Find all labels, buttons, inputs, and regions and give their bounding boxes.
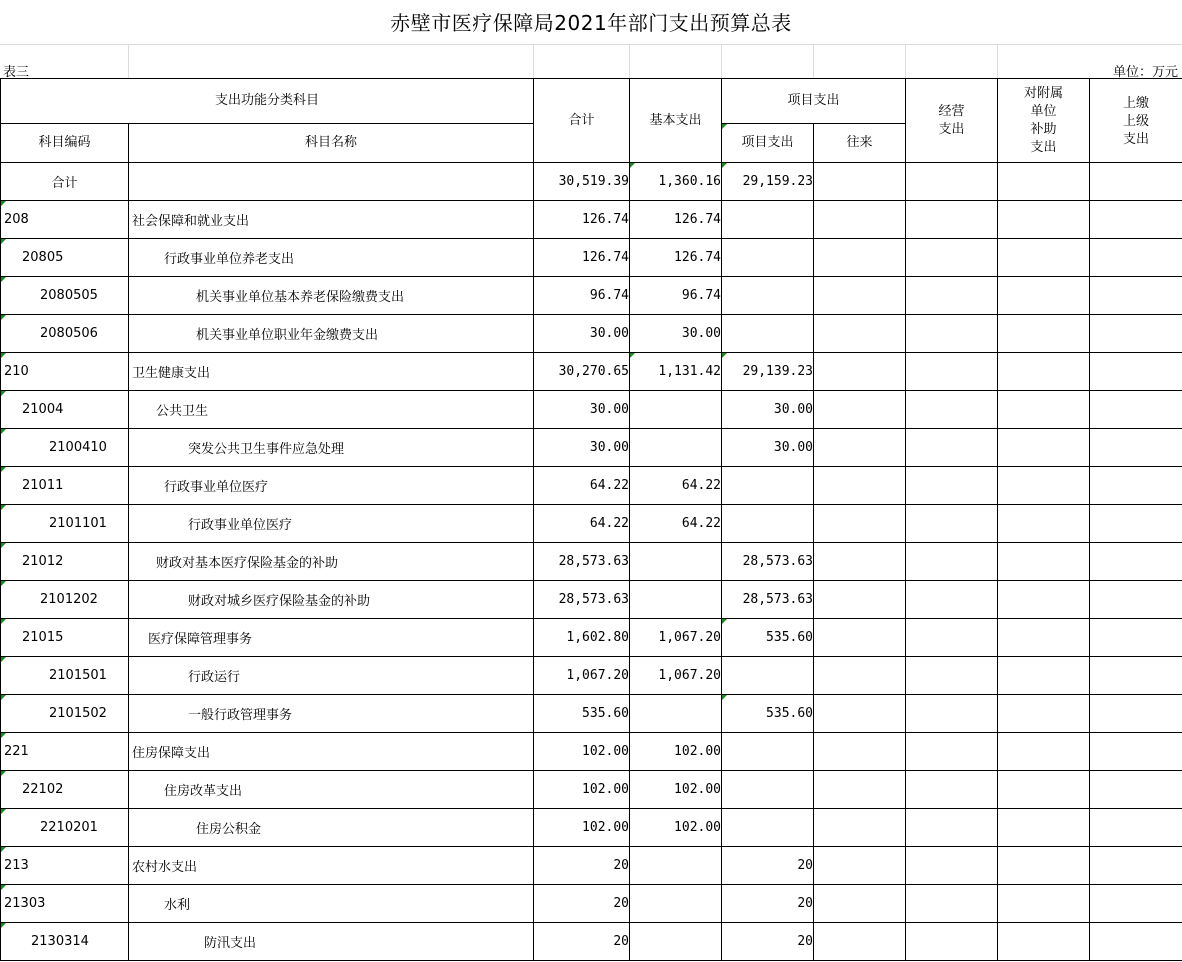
unit-label: 单位：万元 — [1112, 65, 1178, 80]
row-basic: 64.22 — [630, 467, 722, 505]
table-row — [1, 277, 1182, 315]
row-upper — [1090, 809, 1182, 847]
header-total: 合计 — [534, 79, 630, 163]
row-transfer — [814, 505, 906, 543]
row-business — [906, 353, 998, 391]
row-name: 住房公积金 — [129, 809, 534, 847]
row-subsidy — [998, 353, 1090, 391]
row-project: 20 — [722, 885, 814, 923]
table-row — [1, 657, 1182, 695]
row-code: 2130314 — [1, 923, 129, 961]
row-basic — [630, 923, 722, 961]
row-total: 64.22 — [534, 505, 630, 543]
row-basic: 126.74 — [630, 201, 722, 239]
row-code: 2080505 — [1, 277, 129, 315]
row-name: 行政运行 — [129, 657, 534, 695]
row-business — [906, 201, 998, 239]
row-business — [906, 847, 998, 885]
table-row — [1, 885, 1182, 923]
row-project: 29,139.23 — [722, 353, 814, 391]
table-number: 表三 — [3, 65, 30, 80]
table-row — [1, 733, 1182, 771]
grid-line — [721, 44, 722, 78]
row-transfer — [814, 467, 906, 505]
row-name: 突发公共卫生事件应急处理 — [129, 429, 534, 467]
table-row — [1, 771, 1182, 809]
row-subsidy — [998, 657, 1090, 695]
row-basic: 126.74 — [630, 239, 722, 277]
header-upper: 上缴 上级 支出 — [1090, 79, 1182, 163]
row-upper — [1090, 467, 1182, 505]
row-subsidy — [998, 809, 1090, 847]
row-code: 21004 — [1, 391, 129, 429]
row-name: 行政事业单位医疗 — [129, 467, 534, 505]
row-total: 1,067.20 — [534, 657, 630, 695]
row-subsidy — [998, 695, 1090, 733]
row-transfer — [814, 277, 906, 315]
row-total: 30.00 — [534, 315, 630, 353]
row-project: 30.00 — [722, 429, 814, 467]
row-transfer — [814, 657, 906, 695]
table-row — [1, 695, 1182, 733]
header-basic: 基本支出 — [630, 79, 722, 163]
row-business — [906, 695, 998, 733]
row-code: 20805 — [1, 239, 129, 277]
row-business — [906, 771, 998, 809]
table-row — [1, 429, 1182, 467]
row-project: 535.60 — [722, 619, 814, 657]
row-business — [906, 581, 998, 619]
row-basic: 1,131.42 — [630, 353, 722, 391]
row-total: 102.00 — [534, 809, 630, 847]
row-total: 64.22 — [534, 467, 630, 505]
row-code: 2101502 — [1, 695, 129, 733]
row-project: 28,573.63 — [722, 581, 814, 619]
row-total: 30.00 — [534, 391, 630, 429]
row-business — [906, 163, 998, 201]
row-transfer — [814, 163, 906, 201]
row-upper — [1090, 885, 1182, 923]
table-row — [1, 353, 1182, 391]
row-subsidy — [998, 733, 1090, 771]
row-upper — [1090, 391, 1182, 429]
row-name: 行政事业单位医疗 — [129, 505, 534, 543]
table-row — [1, 923, 1182, 961]
row-transfer — [814, 543, 906, 581]
row-business — [906, 429, 998, 467]
row-name: 公共卫生 — [129, 391, 534, 429]
row-business — [906, 619, 998, 657]
row-code: 2101202 — [1, 581, 129, 619]
row-transfer — [814, 201, 906, 239]
row-transfer — [814, 847, 906, 885]
row-business — [906, 657, 998, 695]
row-code: 2101101 — [1, 505, 129, 543]
row-upper — [1090, 619, 1182, 657]
row-basic: 102.00 — [630, 809, 722, 847]
row-total: 28,573.63 — [534, 581, 630, 619]
row-code: 2210201 — [1, 809, 129, 847]
row-total: 20 — [534, 847, 630, 885]
row-name: 社会保障和就业支出 — [129, 201, 534, 239]
row-transfer — [814, 315, 906, 353]
row-total: 30,270.65 — [534, 353, 630, 391]
header-business: 经营 支出 — [906, 79, 998, 163]
row-total: 535.60 — [534, 695, 630, 733]
row-business — [906, 809, 998, 847]
row-basic — [630, 391, 722, 429]
row-upper — [1090, 543, 1182, 581]
row-total: 30.00 — [534, 429, 630, 467]
table-row — [1, 467, 1182, 505]
row-basic: 102.00 — [630, 771, 722, 809]
page-title: 赤壁市医疗保障局2021年部门支出预算总表 — [390, 11, 792, 35]
row-subsidy — [998, 771, 1090, 809]
row-name: 机关事业单位基本养老保险缴费支出 — [129, 277, 534, 315]
row-total: 30,519.39 — [534, 163, 630, 201]
row-business — [906, 277, 998, 315]
row-basic: 96.74 — [630, 277, 722, 315]
header-transfer: 往来 — [814, 124, 906, 163]
row-basic: 1,067.20 — [630, 619, 722, 657]
row-code: 2080506 — [1, 315, 129, 353]
row-upper — [1090, 771, 1182, 809]
row-business — [906, 505, 998, 543]
row-name: 住房改革支出 — [129, 771, 534, 809]
row-total: 102.00 — [534, 771, 630, 809]
row-business — [906, 885, 998, 923]
row-code: 208 — [1, 201, 129, 239]
row-basic — [630, 885, 722, 923]
row-basic: 1,360.16 — [630, 163, 722, 201]
row-business — [906, 239, 998, 277]
header-func-class: 支出功能分类科目 — [1, 79, 534, 124]
row-name: 医疗保障管理事务 — [129, 619, 534, 657]
table-row — [1, 315, 1182, 353]
row-upper — [1090, 201, 1182, 239]
row-business — [906, 467, 998, 505]
header-project: 项目支出 — [722, 124, 814, 163]
row-name: 卫生健康支出 — [129, 353, 534, 391]
row-project — [722, 657, 814, 695]
row-upper — [1090, 923, 1182, 961]
table-row — [1, 847, 1182, 885]
row-upper — [1090, 581, 1182, 619]
row-upper — [1090, 695, 1182, 733]
row-total: 126.74 — [534, 201, 630, 239]
table-row — [1, 581, 1182, 619]
row-upper — [1090, 315, 1182, 353]
row-code: 210 — [1, 353, 129, 391]
row-basic — [630, 543, 722, 581]
row-total: 20 — [534, 885, 630, 923]
table-row — [1, 163, 1182, 201]
row-project: 28,573.63 — [722, 543, 814, 581]
table-row — [1, 239, 1182, 277]
row-code: 21011 — [1, 467, 129, 505]
row-project — [722, 809, 814, 847]
row-name — [129, 163, 534, 201]
row-project: 20 — [722, 847, 814, 885]
row-transfer — [814, 695, 906, 733]
row-code: 2101501 — [1, 657, 129, 695]
row-name: 水利 — [129, 885, 534, 923]
row-project — [722, 771, 814, 809]
row-project — [722, 467, 814, 505]
row-business — [906, 733, 998, 771]
table-row — [1, 619, 1182, 657]
row-subsidy — [998, 277, 1090, 315]
row-subsidy — [998, 429, 1090, 467]
row-subsidy — [998, 315, 1090, 353]
row-upper — [1090, 163, 1182, 201]
subtitle-row — [0, 44, 1182, 78]
row-transfer — [814, 885, 906, 923]
row-upper — [1090, 277, 1182, 315]
grid-line — [128, 44, 129, 78]
row-upper — [1090, 733, 1182, 771]
row-upper — [1090, 353, 1182, 391]
table-row — [1, 543, 1182, 581]
table-row — [1, 201, 1182, 239]
row-subsidy — [998, 923, 1090, 961]
row-subsidy — [998, 391, 1090, 429]
row-project: 29,159.23 — [722, 163, 814, 201]
row-code: 22102 — [1, 771, 129, 809]
row-project — [722, 315, 814, 353]
grid-line — [997, 44, 998, 78]
row-basic — [630, 847, 722, 885]
row-name: 住房保障支出 — [129, 733, 534, 771]
row-total: 102.00 — [534, 733, 630, 771]
row-basic: 102.00 — [630, 733, 722, 771]
row-subsidy — [998, 505, 1090, 543]
row-upper — [1090, 505, 1182, 543]
table-row — [1, 809, 1182, 847]
row-basic — [630, 695, 722, 733]
row-basic: 64.22 — [630, 505, 722, 543]
row-name: 防汛支出 — [129, 923, 534, 961]
row-subsidy — [998, 201, 1090, 239]
budget-table — [0, 78, 1182, 961]
row-project — [722, 201, 814, 239]
row-subsidy — [998, 239, 1090, 277]
row-name: 行政事业单位养老支出 — [129, 239, 534, 277]
row-transfer — [814, 771, 906, 809]
row-subsidy — [998, 619, 1090, 657]
row-total: 96.74 — [534, 277, 630, 315]
row-total: 126.74 — [534, 239, 630, 277]
row-project: 30.00 — [722, 391, 814, 429]
row-subsidy — [998, 581, 1090, 619]
row-business — [906, 315, 998, 353]
grid-line — [905, 44, 906, 78]
row-total: 1,602.80 — [534, 619, 630, 657]
table-row — [1, 505, 1182, 543]
row-project: 535.60 — [722, 695, 814, 733]
grid-line — [629, 44, 630, 78]
row-name: 机关事业单位职业年金缴费支出 — [129, 315, 534, 353]
row-code: 21303 — [1, 885, 129, 923]
row-code: 213 — [1, 847, 129, 885]
header-subsidy: 对附属 单位 补助 支出 — [998, 79, 1090, 163]
row-project — [722, 277, 814, 315]
header-project-group: 项目支出 — [722, 79, 906, 124]
row-code: 2100410 — [1, 429, 129, 467]
grid-line — [813, 44, 814, 78]
row-name: 财政对城乡医疗保险基金的补助 — [129, 581, 534, 619]
row-business — [906, 923, 998, 961]
row-name: 一般行政管理事务 — [129, 695, 534, 733]
row-basic — [630, 429, 722, 467]
row-transfer — [814, 809, 906, 847]
row-business — [906, 543, 998, 581]
row-total: 20 — [534, 923, 630, 961]
row-transfer — [814, 581, 906, 619]
row-transfer — [814, 923, 906, 961]
row-project — [722, 505, 814, 543]
row-basic: 30.00 — [630, 315, 722, 353]
row-transfer — [814, 391, 906, 429]
row-total: 28,573.63 — [534, 543, 630, 581]
row-name: 财政对基本医疗保险基金的补助 — [129, 543, 534, 581]
row-subsidy — [998, 163, 1090, 201]
row-project — [722, 239, 814, 277]
row-code: 21015 — [1, 619, 129, 657]
row-subsidy — [998, 543, 1090, 581]
row-code: 合计 — [1, 163, 129, 201]
row-subsidy — [998, 847, 1090, 885]
row-subsidy — [998, 885, 1090, 923]
grid-line — [533, 44, 534, 78]
row-basic — [630, 581, 722, 619]
row-upper — [1090, 239, 1182, 277]
row-transfer — [814, 733, 906, 771]
table-row — [1, 391, 1182, 429]
row-project — [722, 733, 814, 771]
header-name: 科目名称 — [129, 124, 534, 163]
row-transfer — [814, 619, 906, 657]
row-code: 221 — [1, 733, 129, 771]
row-name: 农村水支出 — [129, 847, 534, 885]
row-basic: 1,067.20 — [630, 657, 722, 695]
row-business — [906, 391, 998, 429]
row-transfer — [814, 429, 906, 467]
row-transfer — [814, 353, 906, 391]
row-code: 21012 — [1, 543, 129, 581]
row-transfer — [814, 239, 906, 277]
row-subsidy — [998, 467, 1090, 505]
row-upper — [1090, 657, 1182, 695]
row-project: 20 — [722, 923, 814, 961]
title-row — [0, 0, 1182, 45]
row-upper — [1090, 847, 1182, 885]
header-code: 科目编码 — [1, 124, 129, 163]
row-upper — [1090, 429, 1182, 467]
